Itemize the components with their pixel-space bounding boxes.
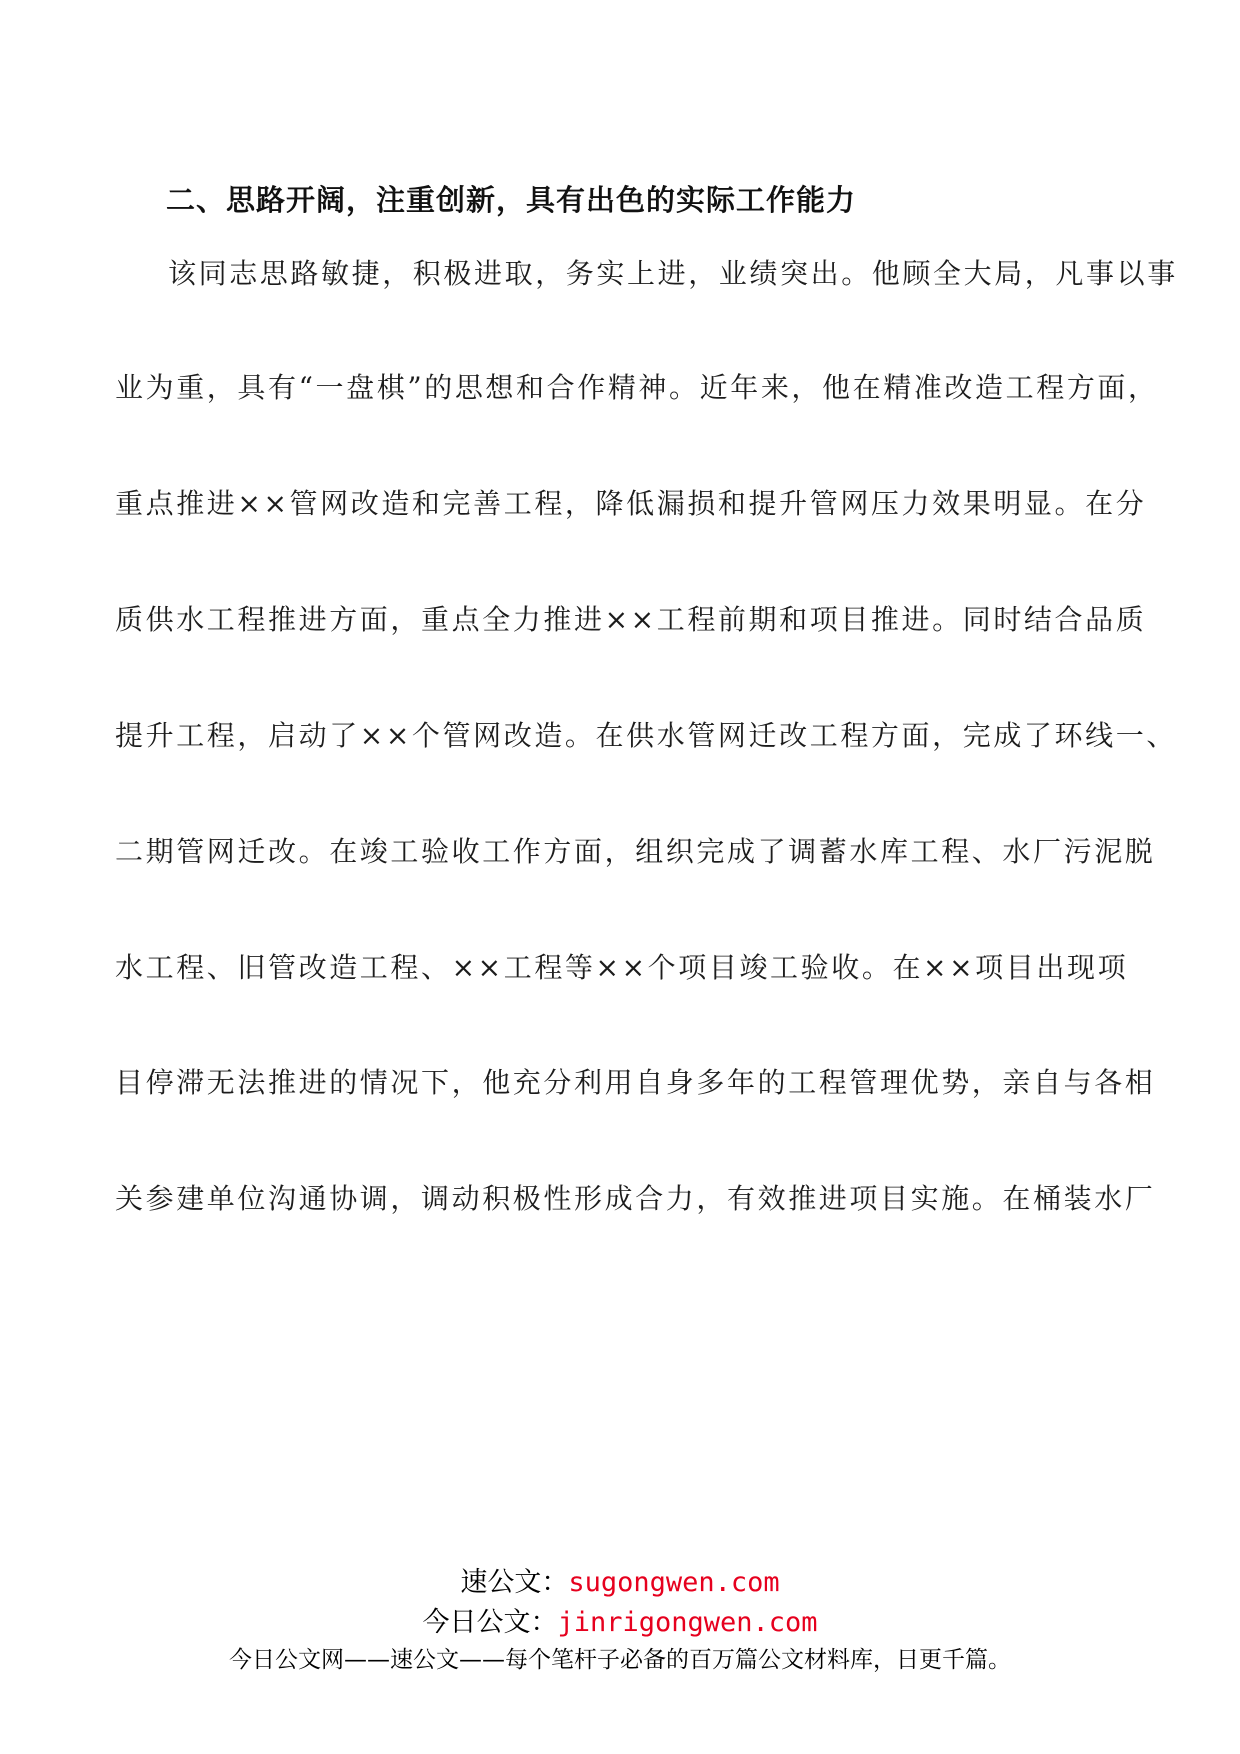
paragraph-line: 关参建单位沟通协调，调动积极性形成合力，有效推进项目实施。在桶装水厂	[115, 1182, 1156, 1215]
paragraph-line: 提升工程，启动了××个管网改造。在供水管网迁改工程方面，完成了环线一、	[115, 719, 1177, 752]
paragraph-line: 水工程、旧管改造工程、××工程等××个项目竣工验收。在××项目出现项	[115, 951, 1129, 984]
paragraph-line: 业为重，具有“一盘棋”的思想和合作精神。近年来，他在精准改造工程方面，	[115, 371, 1159, 404]
footer-label: 速公文：	[460, 1567, 569, 1598]
paragraph-line: 二期管网迁改。在竣工验收工作方面，组织完成了调蓄水库工程、水厂污泥脱	[115, 835, 1156, 868]
sugongwen-link[interactable]: sugongwen.com	[568, 1567, 780, 1598]
paragraph-line: 质供水工程推进方面，重点全力推进××工程前期和项目推进。同时结合品质	[115, 603, 1147, 636]
paragraph-line: 该同志思路敏捷，积极进取，务实上进，业绩突出。他顾全大局，凡事以事	[168, 257, 1178, 290]
footer-line-jinrigongwen	[0, 1600, 1240, 1639]
jinrigongwen-link[interactable]: jinrigongwen.com	[557, 1607, 818, 1638]
footer-line-sugongwen	[0, 1560, 1240, 1599]
footer-slogan: 今日公文网——速公文——每个笔杆子必备的百万篇公文材料库，日更千篇。	[229, 1647, 1011, 1673]
footer-label: 今日公文：	[422, 1607, 558, 1638]
section-heading: 二、思路开阔，注重创新，具有出色的实际工作能力	[166, 183, 857, 217]
paragraph-line: 目停滞无法推进的情况下，他充分利用自身多年的工程管理优势，亲自与各相	[115, 1066, 1156, 1099]
paragraph-line: 重点推进××管网改造和完善工程，降低漏损和提升管网压力效果明显。在分	[115, 487, 1147, 520]
